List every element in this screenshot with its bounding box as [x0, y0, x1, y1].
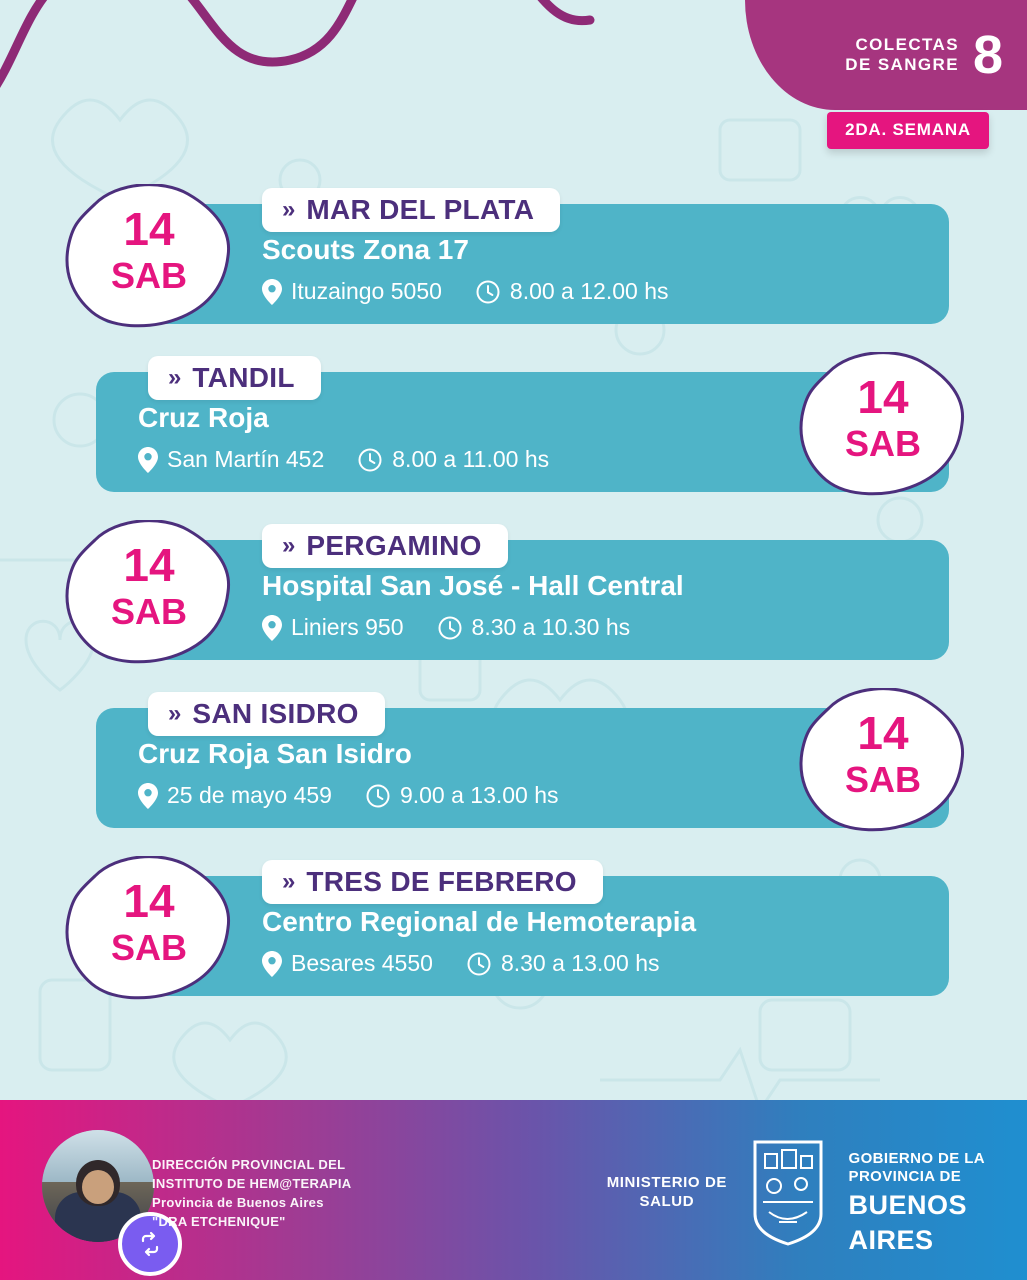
event-day-number: 14 [123, 539, 175, 591]
institute-line2: INSTITUTO DE HEM@TERAPIA [152, 1175, 352, 1191]
city-name: MAR DEL PLATA [306, 194, 535, 225]
event-day-number: 14 [123, 875, 175, 927]
city-pill [262, 524, 508, 568]
city-name: TRES DE FEBRERO [306, 866, 577, 897]
event-place: Cruz Roja San Isidro [138, 738, 412, 769]
event-day-name: SAB [844, 423, 921, 464]
event-place: Cruz Roja [138, 402, 269, 433]
institute-line1: DIRECCIÓN PROVINCIAL DEL [152, 1157, 346, 1172]
chevron-right-icon: » [168, 700, 177, 727]
location-pin-icon [138, 447, 158, 473]
event-place: Centro Regional de Hemoterapia [262, 906, 697, 937]
clock-icon [358, 448, 382, 472]
event-meta [138, 446, 549, 473]
event-day-name: SAB [844, 759, 921, 800]
event-time: 9.00 a 13.00 hs [399, 782, 559, 808]
clock-icon [467, 952, 491, 976]
clock-icon [476, 280, 500, 304]
institute-line4: "DRA ETCHENIQUE" [152, 1213, 286, 1229]
event-day-number: 14 [857, 371, 909, 423]
location-pin-icon [262, 615, 282, 641]
event-meta [138, 782, 559, 809]
event-day-name: SAB [110, 591, 187, 632]
event-address: San Martín 452 [167, 446, 325, 472]
location-pin-icon [262, 951, 282, 977]
city-name: SAN ISIDRO [192, 698, 359, 729]
city-pill [148, 692, 385, 736]
event-time: 8.00 a 11.00 hs [392, 446, 550, 472]
event-day-number: 14 [123, 203, 175, 255]
city-pill [262, 188, 560, 232]
institute-text [152, 1156, 351, 1231]
location-pin-icon [138, 783, 158, 809]
header-badge-line1: COLECTAS [855, 35, 959, 55]
city-name: TANDIL [192, 362, 295, 393]
event-date-blob [62, 856, 236, 1004]
event-row [0, 176, 1027, 344]
gov-line2: PROVINCIA DE [848, 1168, 962, 1185]
header-badge-text [845, 35, 959, 74]
clock-icon [438, 616, 462, 640]
event-row [0, 848, 1027, 1016]
event-address: Ituzaingo 5050 [291, 278, 442, 304]
chevron-right-icon: » [282, 532, 291, 559]
event-date-blob [796, 688, 970, 836]
events-list [0, 176, 1027, 1016]
province-logo-icon [749, 1136, 827, 1246]
ministry-line2: SALUD [639, 1192, 695, 1210]
event-address: 25 de mayo 459 [167, 782, 332, 808]
ministry-text [607, 1174, 727, 1212]
week-tag: 2DA. SEMANA [827, 112, 989, 149]
footer-bar [0, 1100, 1027, 1280]
event-address: Besares 4550 [291, 950, 433, 976]
event-time: 8.30 a 10.30 hs [471, 614, 631, 640]
government-text [849, 1150, 985, 1257]
event-meta [262, 278, 668, 305]
event-date-blob [62, 184, 236, 332]
location-pin-icon [262, 279, 282, 305]
header-badge-line2: DE SANGRE [845, 55, 959, 74]
event-time: 8.30 a 13.00 hs [500, 950, 660, 976]
ministry-line1: MINISTERIO DE [606, 1174, 727, 1191]
gov-line1: GOBIERNO DE LA [848, 1150, 985, 1167]
header-badge [745, 0, 1027, 110]
clock-icon [366, 784, 390, 808]
gov-line3: BUENOS [848, 1190, 968, 1220]
institute-line3: Provincia de Buenos Aires [152, 1194, 324, 1210]
event-date-blob [62, 520, 236, 668]
event-row [0, 512, 1027, 680]
chevron-right-icon: » [282, 868, 291, 895]
event-address: Liniers 950 [291, 614, 404, 640]
avatar-face [82, 1170, 114, 1204]
event-day-number: 14 [857, 707, 909, 759]
event-meta [262, 614, 630, 641]
event-place: Hospital San José - Hall Central [262, 570, 684, 601]
event-time: 8.00 a 12.00 hs [509, 278, 669, 304]
event-meta [262, 950, 660, 977]
city-name: PERGAMINO [306, 530, 482, 561]
event-day-name: SAB [110, 927, 187, 968]
chevron-right-icon: » [168, 364, 177, 391]
event-date-blob [796, 352, 970, 500]
event-day-name: SAB [110, 255, 187, 296]
event-row [0, 344, 1027, 512]
event-row [0, 680, 1027, 848]
chevron-right-icon: » [282, 196, 291, 223]
city-pill [148, 356, 321, 400]
gov-line4: AIRES [848, 1225, 934, 1256]
event-place: Scouts Zona 17 [262, 234, 469, 265]
city-pill [262, 860, 603, 904]
header-badge-number: 8 [972, 25, 1003, 85]
